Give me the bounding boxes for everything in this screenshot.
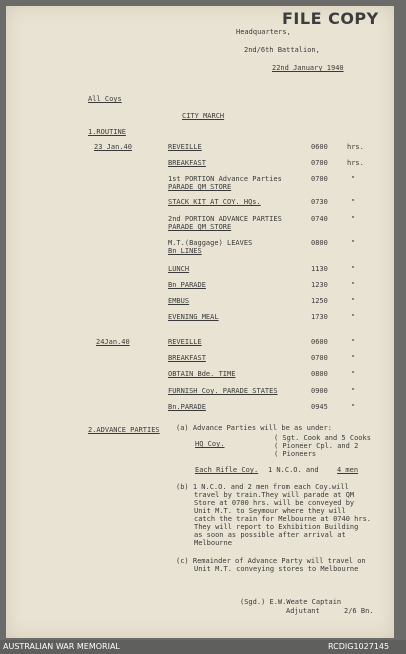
header-line-1: Headquarters, (236, 28, 291, 36)
schedule-item-unit: " (351, 387, 356, 395)
schedule-item-label: LUNCH (168, 265, 190, 273)
archive-name: AUSTRALIAN WAR MEMORIAL (3, 642, 120, 651)
schedule-item-label: Bn PARADE (168, 281, 206, 289)
schedule-item-unit: " (351, 313, 356, 321)
schedule-item-label: EMBUS (168, 297, 190, 305)
schedule-item-unit: " (351, 198, 356, 206)
schedule-item-label: OBTAIN Bde. TIME (168, 370, 236, 378)
document-title: CITY MARCH (182, 112, 225, 120)
paragraph-line: Store at 0700 hrs. will be conveyed by (194, 499, 355, 507)
schedule-item-label: BREAKFAST (168, 354, 206, 362)
header-date: 22nd January 1940 (272, 64, 344, 72)
schedule-item-label-2: Bn LINES (168, 247, 202, 255)
rifle-coy-value: 1 N.C.O. and (268, 466, 319, 474)
schedule-item-unit: " (351, 265, 356, 273)
paragraph-line: Unit M.T. conveying stores to Melbourne (194, 565, 359, 573)
schedule-item-time: 0700 (311, 159, 328, 167)
schedule-item-time: 0900 (311, 387, 328, 395)
schedule-item-time: 0600 (311, 338, 328, 346)
schedule-item-unit: " (351, 297, 356, 305)
schedule-item-unit: hrs. (347, 159, 364, 167)
paragraph-line: Melbourne (194, 539, 232, 547)
schedule-item-label: REVEILLE (168, 338, 202, 346)
signature-unit: 2/6 Bn. (344, 607, 374, 615)
paragraph-line: They will report to Exhibition Building (194, 523, 359, 531)
hq-coy-label: HQ Coy. (195, 440, 225, 448)
section-routine-heading: 1.ROUTINE (88, 128, 126, 136)
schedule-item-label: 2nd PORTION ADVANCE PARTIES (168, 215, 282, 223)
header-line-2: 2nd/6th Battalion, (244, 46, 320, 54)
schedule-item-unit: " (351, 281, 356, 289)
schedule-item-time: 0800 (311, 239, 328, 247)
schedule-item-unit: " (351, 175, 356, 183)
hq-line: ( Pioneers (274, 450, 317, 458)
rifle-coy-label: Each Rifle Coy. (195, 466, 259, 474)
schedule-item-time: 0700 (311, 175, 328, 183)
paragraph-line: catch the train for Melbourne at 0740 hrs. (194, 515, 372, 523)
schedule-item-label: STACK KIT AT COY. HQs. (168, 198, 261, 206)
schedule-item-time: 0945 (311, 403, 328, 411)
file-copy-stamp: FILE COPY (282, 9, 379, 28)
schedule-item-label: Bn.PARADE (168, 403, 206, 411)
schedule-item-unit: " (351, 215, 356, 223)
hq-line: ( Pioneer Cpl. and 2 (274, 442, 359, 450)
schedule-item-unit: " (351, 338, 356, 346)
schedule-item-label: 1st PORTION Advance Parties (168, 175, 282, 183)
schedule-item-label: REVEILLE (168, 143, 202, 151)
hq-line: ( Sgt. Cook and 5 Cooks (274, 434, 371, 442)
schedule-item-label: EVENING MEAL (168, 313, 219, 321)
schedule-item-label: BREAKFAST (168, 159, 206, 167)
archive-footer (0, 640, 406, 654)
schedule-item-label-2: PARADE QM STORE (168, 223, 232, 231)
schedule-item-time: 0600 (311, 143, 328, 151)
schedule-item-unit: hrs. (347, 143, 364, 151)
schedule-item-unit: " (351, 370, 356, 378)
day1-date: 23 Jan.40 (94, 143, 132, 151)
schedule-item-time: 1230 (311, 281, 328, 289)
advance-parties-intro: (a) Advance Parties will be as under: (176, 424, 332, 432)
schedule-item-time: 0730 (311, 198, 328, 206)
schedule-item-time: 1130 (311, 265, 328, 273)
archive-reference: RCDIG1027145 (328, 642, 390, 651)
paragraph-line: as soon as possible after arrival at (194, 531, 346, 539)
addressee: All Coys (88, 95, 122, 103)
rifle-coy-men: 4 men (337, 466, 359, 474)
schedule-item-unit: " (351, 239, 356, 247)
signature-title: Adjutant (286, 607, 320, 615)
schedule-item-time: 1730 (311, 313, 328, 321)
schedule-item-unit: " (351, 354, 356, 362)
schedule-item-time: 1250 (311, 297, 328, 305)
schedule-item-label: FURNISH Coy. PARADE STATES (168, 387, 278, 395)
signature-line: (Sgd.) E.W.Weate Captain (240, 598, 342, 606)
schedule-item-label: M.T.(Baggage) LEAVES (168, 239, 253, 247)
section-advance-parties-heading: 2.ADVANCE PARTIES (88, 426, 160, 434)
paragraph-line: travel by train.They will parade at QM (194, 491, 355, 499)
schedule-item-unit: " (351, 403, 356, 411)
paragraph-line: Unit M.T. to Seymour where they will (194, 507, 346, 515)
day2-date: 24Jan.40 (96, 338, 130, 346)
schedule-item-time: 0800 (311, 370, 328, 378)
schedule-item-label-2: PARADE QM STORE (168, 183, 232, 191)
schedule-item-time: 0700 (311, 354, 328, 362)
paragraph-line: (c) Remainder of Advance Party will travel on (176, 557, 366, 565)
paragraph-line: (b) 1 N.C.O. and 2 men from each Coy.will (176, 483, 349, 491)
schedule-item-time: 0740 (311, 215, 328, 223)
